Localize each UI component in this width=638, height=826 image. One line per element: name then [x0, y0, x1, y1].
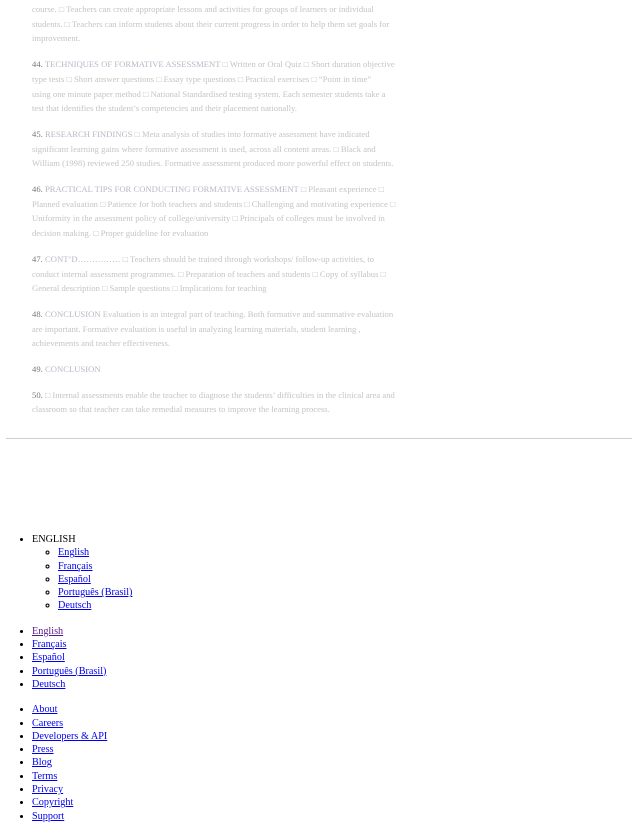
slide-number: 45. — [32, 128, 43, 139]
slide-paragraph — [32, 388, 432, 417]
slide-line — [32, 336, 432, 351]
language-option-link[interactable]: Español — [58, 573, 91, 585]
slide-line — [32, 252, 432, 267]
slide-text: students. □ Teachers can inform students about their current progress in order to help them set goals for — [32, 18, 390, 29]
footer-link-privacy[interactable]: Privacy — [32, 784, 64, 796]
slide-text: test that identifies the student’s competencies and their placement nationally. — [32, 103, 297, 114]
slide-text: Uniformity in the assessment policy of college/university □ Principals of colleges must be involved in — [32, 213, 385, 224]
slide-line — [32, 197, 432, 212]
slide-heading: RESEARCH FINDINGS — [44, 128, 133, 139]
footer-link-developers-api[interactable]: Developers & API — [32, 730, 108, 742]
slide-text: General description □ Sample questions □ Implications for teaching — [32, 283, 267, 294]
slide-line — [32, 31, 432, 46]
slide-transcript — [32, 0, 432, 428]
site-link-item — [32, 770, 638, 783]
slide-number: 49. — [32, 364, 43, 375]
slide-line — [32, 142, 432, 157]
language-option-link[interactable]: Português (Brasil) — [58, 587, 133, 599]
slide-line — [32, 57, 432, 72]
slide-line — [32, 322, 432, 337]
slide-paragraph — [32, 57, 432, 116]
slide-text: using one minute paper method □ National Standardised testing system. Each semester students take a — [32, 88, 386, 99]
slide-number: 50. — [32, 389, 43, 400]
slide-line — [32, 211, 432, 226]
slide-paragraph — [32, 362, 432, 377]
slide-text: Planned evaluation □ Patience for both teachers and students □ Challenging and motivating experience □ — [32, 198, 396, 209]
slide-text: □ Internal assessments enable the teacher to diagnose the students’ difficulties in the clinical area and — [44, 389, 395, 400]
language-option — [58, 586, 638, 599]
site-footer — [0, 533, 638, 823]
site-link-item — [32, 783, 638, 796]
slide-text: □ Written or Oral Quiz □ Short duration objective — [220, 59, 395, 70]
language-option — [58, 560, 638, 573]
language-link[interactable]: Deutsch — [32, 678, 66, 690]
slide-line — [32, 388, 432, 403]
slide-text: Evaluation is an integral part of teaching. Both formative and summative evaluation — [100, 308, 394, 319]
slide-heading: PRACTICAL TIPS FOR CONDUCTING FORMATIVE ASSESSMENT — [44, 184, 299, 195]
language-link-item — [32, 665, 638, 678]
slide-number: 46. — [32, 184, 43, 195]
slide-text: improvement. — [32, 33, 81, 44]
footer-link-copyright[interactable]: Copyright — [32, 797, 74, 809]
slide-line — [32, 101, 432, 116]
slide-heading: CONCLUSION — [44, 308, 101, 319]
site-link-item — [32, 703, 638, 716]
slide-heading: CONCLUSION — [44, 364, 101, 375]
site-link-item — [32, 730, 638, 743]
slide-number: 44. — [32, 59, 43, 70]
slide-text: achievements and teacher effectiveness. — [32, 338, 171, 349]
language-link[interactable]: Español — [32, 652, 65, 664]
slide-line — [32, 281, 432, 296]
language-link-item — [32, 678, 638, 691]
language-option-link[interactable]: Français — [58, 560, 93, 572]
language-option-link[interactable]: English — [58, 547, 90, 559]
language-links — [0, 625, 638, 691]
language-link[interactable]: Français — [32, 639, 67, 651]
site-links — [0, 703, 638, 823]
slide-line — [32, 307, 432, 322]
language-menu — [0, 533, 638, 613]
slide-line — [32, 156, 432, 171]
footer-link-terms[interactable]: Terms — [32, 770, 58, 782]
slide-line — [32, 182, 432, 197]
slide-heading: CONT’D…………… — [44, 253, 121, 264]
slide-text: significant learning gains where formative assessment is used, across all content areas. □ Black and — [32, 143, 376, 154]
slide-paragraph — [32, 2, 432, 46]
slide-line — [32, 72, 432, 87]
site-link-item — [32, 756, 638, 769]
language-menu-label[interactable] — [32, 533, 638, 613]
language-menu-title: ENGLISH — [32, 534, 76, 545]
language-link[interactable]: English — [32, 625, 64, 637]
language-link-item — [32, 625, 638, 638]
slide-line — [32, 17, 432, 32]
footer-link-support[interactable]: Support — [32, 810, 65, 822]
footer-link-press[interactable]: Press — [32, 744, 54, 756]
slide-text: conduct internal assessment programmes. □ Preparation of teachers and students □ Copy of syllabus □ — [32, 268, 386, 279]
section-divider — [6, 438, 632, 439]
slide-line — [32, 402, 432, 417]
slide-paragraph — [32, 182, 432, 241]
language-option — [58, 573, 638, 586]
slide-text: are important. Formative evaluation is useful in analyzing learning materials, student learning , — [32, 323, 361, 334]
slide-text: □ Pleasant experience □ — [298, 184, 384, 195]
slide-text: classroom so that teacher can take remedial measures to improve the learning process. — [32, 404, 330, 415]
site-link-item — [32, 717, 638, 730]
slide-line — [32, 267, 432, 282]
slide-heading: TECHNIQUES OF FORMATIVE ASSESSMENT — [44, 59, 221, 70]
language-option-link[interactable]: Deutsch — [58, 600, 92, 612]
footer-link-about[interactable]: About — [32, 704, 58, 716]
footer-link-blog[interactable]: Blog — [32, 757, 52, 769]
slide-line — [32, 362, 432, 377]
slide-text: William (1998) reviewed 250 studies. Formative assessment produced more powerful effect on students. — [32, 158, 394, 169]
slide-text: □ Teachers should be trained through workshops/ follow-up activities, to — [120, 253, 375, 264]
slide-line — [32, 127, 432, 142]
slide-text: □ Meta analysis of studies into formative assessment have indicated — [132, 128, 370, 139]
site-link-item — [32, 743, 638, 756]
slide-text: decision making. □ Proper guideline for evaluation — [32, 228, 209, 239]
language-link-item — [32, 638, 638, 651]
slide-paragraph — [32, 252, 432, 296]
language-menu-options — [32, 546, 638, 612]
slide-line — [32, 2, 432, 17]
language-option — [58, 546, 638, 559]
language-link[interactable]: Português (Brasil) — [32, 665, 107, 677]
slide-number: 47. — [32, 253, 43, 264]
slide-paragraph — [32, 307, 432, 351]
slide-text: course. □ Teachers can create appropriate lessons and activities for groups of learners or individual — [32, 4, 374, 14]
slide-number: 48. — [32, 308, 43, 319]
footer-link-careers[interactable]: Careers — [32, 717, 64, 729]
slide-line — [32, 226, 432, 241]
site-link-item — [32, 796, 638, 809]
site-link-item — [32, 810, 638, 823]
slide-line — [32, 87, 432, 102]
language-link-item — [32, 651, 638, 664]
language-option — [58, 599, 638, 612]
slide-text: type tests □ Short answer questions □ Essay type questions □ Practical exercises □ “Point in time” — [32, 73, 372, 84]
slide-paragraph — [32, 127, 432, 171]
